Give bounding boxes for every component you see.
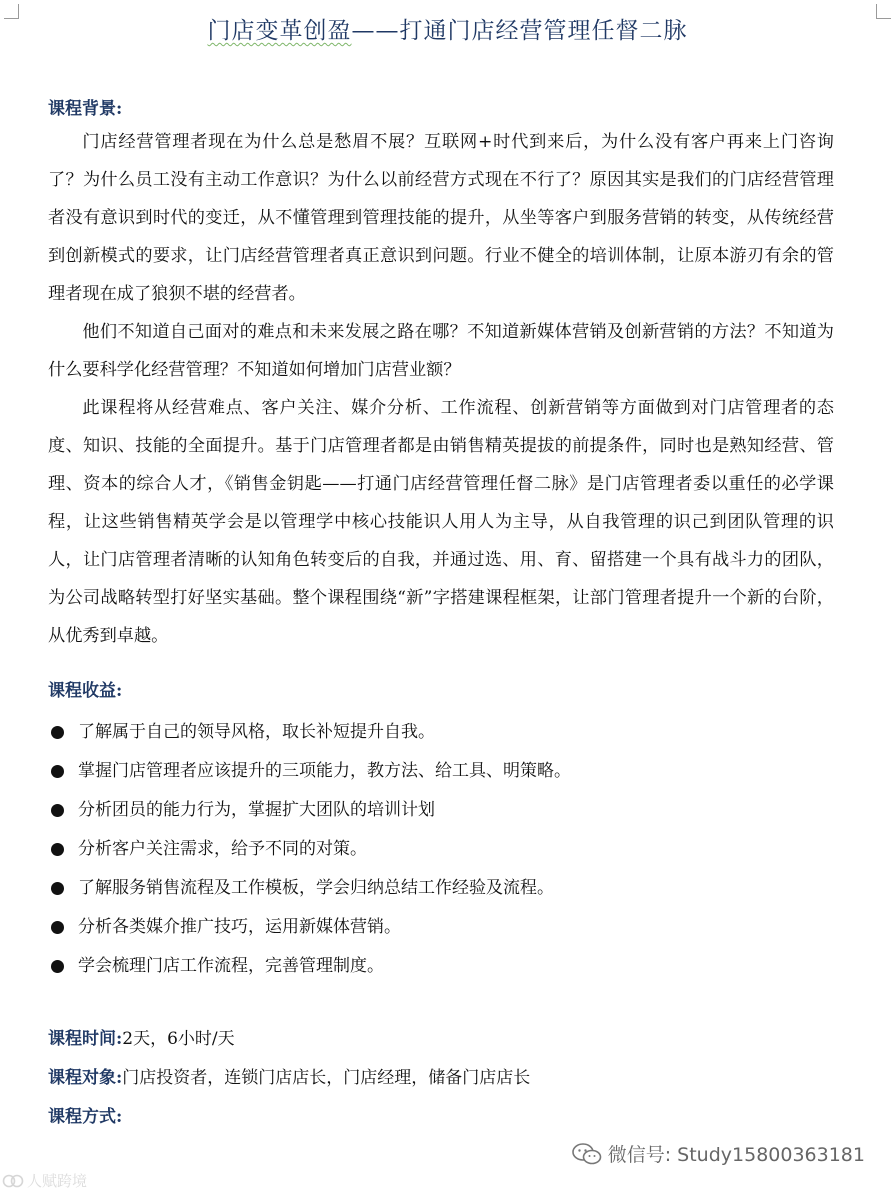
list-item — [48, 947, 834, 986]
background-heading: 课程背景: — [48, 99, 123, 119]
list-item — [48, 830, 834, 869]
bullet-icon — [51, 960, 64, 973]
course-audience-line — [48, 1059, 834, 1098]
wechat-text: 微信号: Study15800363181 — [607, 1144, 865, 1166]
wechat-watermark — [572, 1140, 865, 1167]
benefit-text: 分析客户关注需求，给予不同的对策。 — [78, 839, 367, 859]
benefit-text: 了解服务销售流程及工作模板，学会归纳总结工作经验及流程。 — [78, 878, 554, 898]
course-method-label: 课程方式: — [48, 1107, 123, 1127]
benefit-text: 分析各类媒介推广技巧，运用新媒体营销。 — [78, 917, 401, 937]
benefits-list — [48, 713, 834, 986]
title-sub: ——打通门店经营管理任督二脉 — [351, 18, 688, 44]
course-time-label: 课程时间: — [48, 1029, 123, 1049]
bullet-icon — [51, 843, 64, 856]
background-paragraph-2: 他们不知道自己面对的难点和未来发展之路在哪？不知道新媒体营销及创新营销的方法？不知道为什么要科学化经营管理？不知道如何增加门店营业额？ — [48, 322, 834, 380]
bullet-icon — [51, 882, 64, 895]
list-item — [48, 908, 834, 947]
document-title — [0, 12, 895, 45]
course-audience-label: 课程对象: — [48, 1068, 123, 1088]
benefit-text: 了解属于自己的领导风格，取长补短提升自我。 — [78, 722, 435, 742]
document-body — [48, 95, 834, 1137]
benefit-text: 分析团员的能力行为，掌握扩大团队的培训计划 — [78, 800, 435, 820]
bullet-icon — [51, 726, 64, 739]
bullet-icon — [51, 804, 64, 817]
benefit-text: 学会梳理门店工作流程，完善管理制度。 — [78, 956, 384, 976]
benefit-text: 掌握门店管理者应该提升的三项能力，教方法、给工具、明策略。 — [78, 761, 571, 781]
bullet-icon — [51, 765, 64, 778]
brand-logo-icon — [2, 1173, 24, 1189]
course-time-value: 2天，6小时/天 — [122, 1029, 235, 1049]
brand-watermark — [2, 1170, 87, 1191]
course-time-line — [48, 1020, 834, 1059]
title-main: 门店变革创盈 — [207, 18, 352, 44]
list-item — [48, 869, 834, 908]
course-audience-value: 门店投资者，连锁门店店长，门店经理，储备门店店长 — [122, 1068, 531, 1088]
background-paragraph-1: 门店经营管理者现在为什么总是愁眉不展？互联网+时代到来后，为什么没有客户再来上门咨询了？为什么员工没有主动工作意识？为什么以前经营方式现在不行了？原因其实是我们的门店经营管理者没有意识到时代的变迁，从不懂管理到管理技能的提升，从坐等客户到服务营销的转变，从传统经营到创新模式的要求，让门店经营管理者真正意识到问题。行业不健全的培训体制，让原本游刃有余的管理者现在成了狼狈不堪的经营者。 — [48, 132, 834, 304]
benefits-heading: 课程收益: — [48, 681, 123, 701]
background-paragraph-3: 此课程将从经营难点、客户关注、媒介分析、工作流程、创新营销等方面做到对门店管理者的态度、知识、技能的全面提升。基于门店管理者都是由销售精英提拔的前提条件，同时也是熟知经营、管理、资本的综合人才，《销售金钥匙——打通门店经营管理任督二脉》是门店管理者委以重任的必学课程，让这些销售精英学会是以管理学中核心技能识人用人为主导，从自我管理的识己到团队管理的识人，让门店管理者清晰的认知角色转变后的自我，并通过选、用、育、留搭建一个具有战斗力的团队，为公司战略转型打好坚实基础。整个课程围绕“新”字搭建课程框架，让部门管理者提升一个新的台阶，从优秀到卓越。 — [48, 398, 834, 646]
list-item — [48, 713, 834, 752]
list-item — [48, 752, 834, 791]
wechat-icon — [572, 1143, 602, 1165]
bullet-icon — [51, 921, 64, 934]
course-method-line — [48, 1098, 834, 1137]
list-item — [48, 791, 834, 830]
brand-text: 人赋跨境 — [27, 1172, 88, 1190]
